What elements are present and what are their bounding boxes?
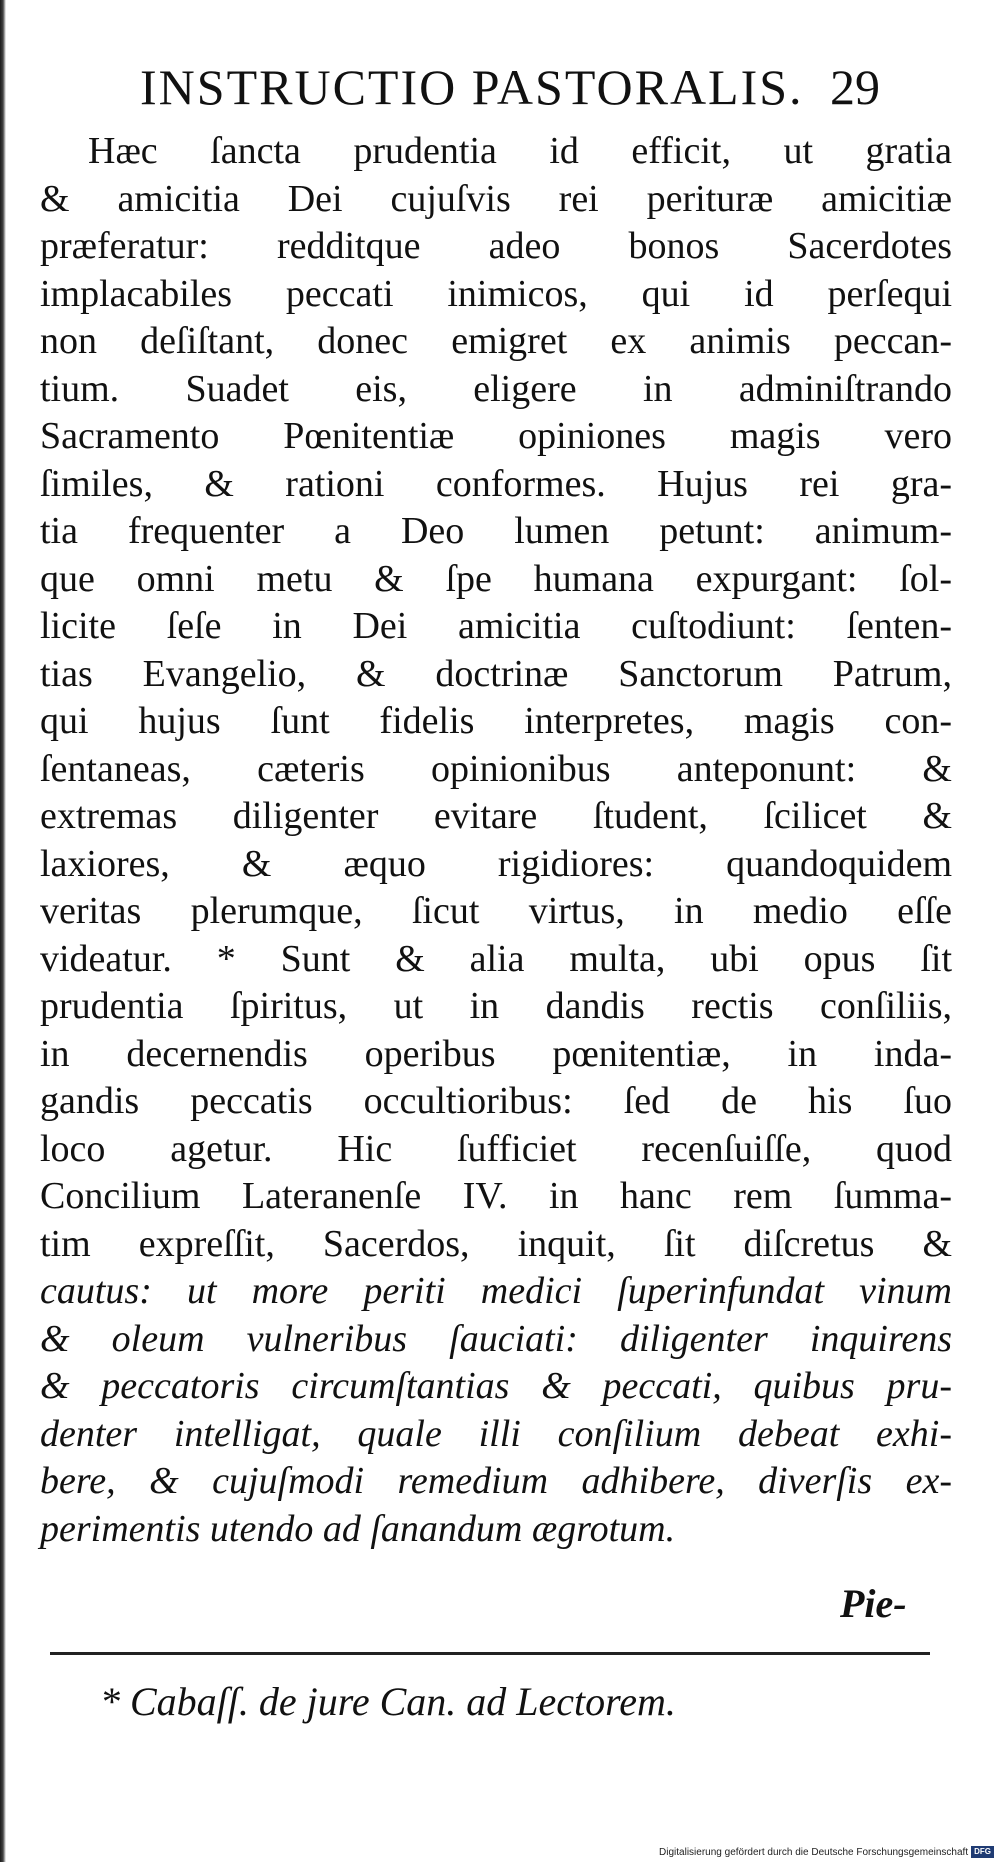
- running-title: INSTRUCTIO PASTORALIS.: [140, 59, 804, 115]
- catchword: Pie-: [840, 1581, 907, 1626]
- text-line: gandis peccatis occultioribus: ſed de his ſuo: [40, 1080, 952, 1122]
- text-line: extremas diligenter evitare ſtudent, ſcilicet &: [40, 795, 952, 837]
- text-line: prudentia ſpiritus, ut in dandis rectis conſiliis,: [40, 985, 952, 1027]
- text-line: videatur. * Sunt & alia multa, ubi opus ſit: [40, 937, 952, 980]
- page-number: 29: [830, 59, 880, 115]
- digitization-credit: [659, 1846, 994, 1858]
- footnote: * Cabaſſ. de jure Can. ad Lectorem.: [100, 1679, 676, 1724]
- text-line-italic: perimentis utendo ad ſanandum ægrotum.: [40, 1507, 676, 1550]
- text-line: præferatur: redditque adeo bonos Sacerdotes: [40, 225, 952, 267]
- text-line: veritas plerumque, ſicut virtus, in medio eſſe: [40, 890, 952, 932]
- credit-text: Digitalisierung gefördert durch die Deutsche Forschungsgemeinschaft: [659, 1846, 969, 1858]
- text-line: ſentaneas, cæteris opinionibus anteponunt: &: [40, 747, 952, 790]
- text-line-italic: & oleum vulneribus ſauciati: diligenter inquirens: [40, 1317, 952, 1360]
- text-line-italic: cautus: ut more periti medici ſuperinfundat vinum: [40, 1270, 952, 1312]
- text-line: ſimiles, & rationi conformes. Hujus rei gra-: [40, 462, 952, 505]
- text-line: tium. Suadet eis, eligere in adminiſtrando: [40, 367, 952, 410]
- text-line: qui hujus ſunt fidelis interpretes, magis con-: [40, 700, 952, 742]
- footnote-rule: [50, 1652, 930, 1655]
- text-line: tim expreſſit, Sacerdos, inquit, ſit diſcretus &: [40, 1222, 952, 1265]
- scan-page-edge: [0, 0, 6, 1862]
- text-line-italic: bere, & cujuſmodi remedium adhibere, diverſis ex-: [40, 1460, 952, 1502]
- text-line: in decernendis operibus pœnitentiæ, in inda-: [40, 1032, 952, 1075]
- text-line: Hæc ſancta prudentia id efficit, ut gratia: [88, 130, 952, 172]
- body-text: [40, 128, 960, 1553]
- text-line: licite ſeſe in Dei amicitia cuſtodiunt: ſenten-: [40, 605, 952, 647]
- running-head: [40, 50, 960, 122]
- text-line: Sacramento Pœnitentiæ opiniones magis vero: [40, 415, 952, 457]
- text-line: tia frequenter a Deo lumen petunt: animum-: [40, 510, 952, 552]
- text-line: laxiores, & æquo rigidiores: quandoquidem: [40, 842, 952, 885]
- text-line: Concilium Lateranenſe IV. in hanc rem ſumma-: [40, 1175, 952, 1217]
- text-line: loco agetur. Hic ſufficiet recenſuiſſe, quod: [40, 1127, 952, 1170]
- text-line: tias Evangelio, & doctrinæ Sanctorum Patrum,: [40, 652, 952, 695]
- text-line-italic: denter intelligat, quale illi conſilium debeat exhi-: [40, 1412, 952, 1455]
- text-line: non deſiſtant, donec emigret ex animis peccan-: [40, 320, 952, 362]
- text-line: implacabiles peccati inimicos, qui id perſequi: [40, 272, 952, 315]
- book-page: [40, 50, 960, 1724]
- text-line-italic: & peccatoris circumſtantias & peccati, quibus pru-: [40, 1365, 952, 1407]
- text-line: & amicitia Dei cujuſvis rei perituræ amicitiæ: [40, 177, 952, 220]
- dfg-logo: DFG: [971, 1846, 994, 1858]
- text-line: que omni metu & ſpe humana expurgant: ſol-: [40, 557, 952, 600]
